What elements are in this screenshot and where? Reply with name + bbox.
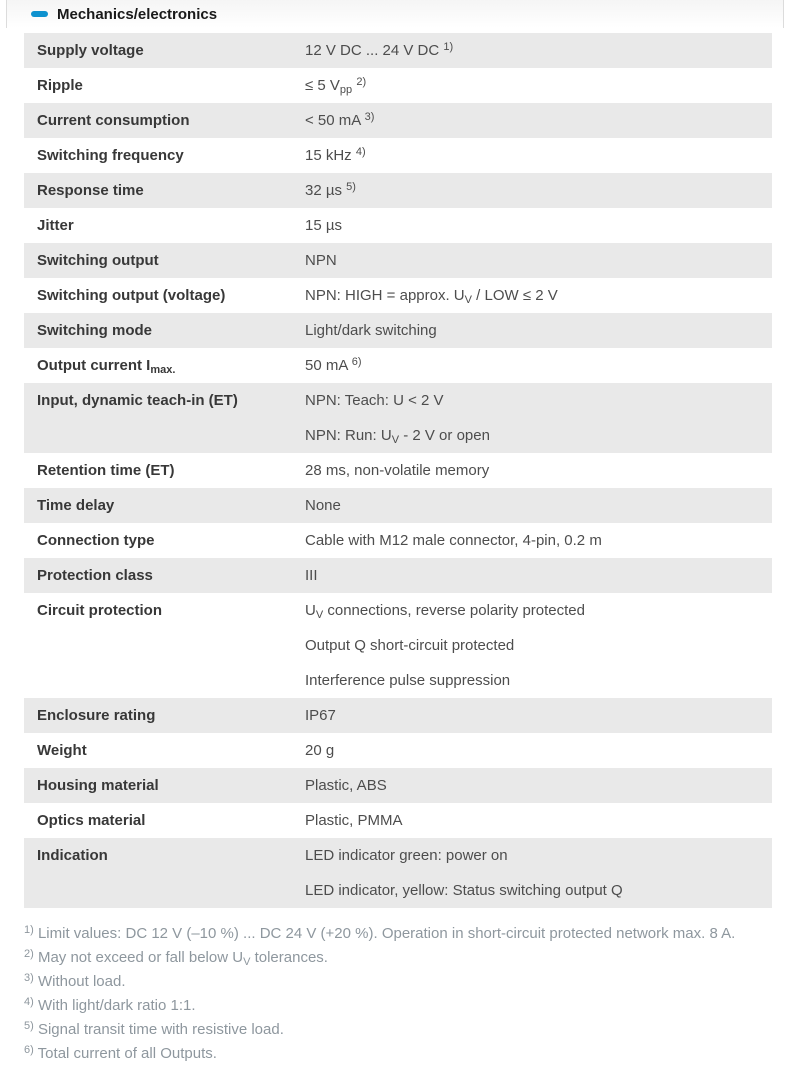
footnote-marker: 4) (24, 995, 34, 1008)
row-label: Response time (37, 182, 144, 199)
table-row (24, 453, 772, 488)
value-line: ≤ 5 $V_{pp}$ $^{2)}$ (305, 75, 367, 97)
row-label: Indication (37, 847, 108, 864)
table-row (24, 208, 772, 243)
row-label: Weight (37, 742, 87, 759)
row-label: Current consumption (37, 112, 190, 129)
value-line: NPN (305, 252, 337, 269)
row-value (305, 39, 772, 62)
row-value (305, 844, 772, 902)
table-row (24, 768, 772, 803)
table-row (24, 558, 772, 593)
row-label: Switching output (37, 252, 159, 269)
row-label: Circuit protection (37, 602, 163, 619)
footnote-marker: 5) (24, 1019, 34, 1032)
value-line: None (305, 497, 341, 514)
value-line: Plastic, PMMA (305, 812, 403, 829)
row-label: Jitter (37, 217, 74, 234)
value-line: 15 µs (305, 217, 342, 234)
row-value (305, 459, 772, 482)
row-label: Ripple (37, 77, 83, 94)
row-value (305, 354, 772, 377)
row-label: Switching frequency (37, 147, 184, 164)
row-value (305, 284, 772, 307)
value-line: NPN: HIGH = approx. $U_V$ / LOW ≤ 2 V (305, 287, 558, 307)
section-title: Mechanics/electronics (57, 5, 218, 23)
footnote-marker: 2) (24, 947, 34, 960)
row-value (305, 704, 772, 727)
table-row (24, 278, 772, 313)
table-row (24, 348, 772, 383)
row-value (305, 319, 772, 342)
footnote: $^{3)}$ Without load. (24, 971, 126, 990)
row-value (305, 529, 772, 552)
value-line: Light/dark switching (305, 322, 437, 339)
table-row (24, 243, 772, 278)
value-line: 20 g (305, 742, 335, 759)
collapse-minus-icon[interactable] (31, 11, 48, 17)
footnote-marker: 3) (24, 971, 34, 984)
row-label: Switching output (voltage) (37, 287, 226, 304)
row-value (305, 249, 772, 272)
row-value (305, 739, 772, 762)
table-row (24, 803, 772, 838)
value-line: III (305, 567, 318, 584)
row-label: Connection type (37, 532, 155, 549)
table-row (24, 383, 772, 453)
value-line: LED indicator green: power on (305, 847, 508, 864)
value-line: NPN: Run: $U_V - 2$ V or open (305, 427, 490, 447)
footnote: $^{2)}$ May not exceed or fall below $U_V$ tolerances. (24, 947, 328, 969)
row-value (305, 809, 772, 832)
row-label: Output current $I_{max.}$ (37, 357, 176, 377)
value-line: NPN: Teach: U < 2 V (305, 392, 444, 409)
row-value (305, 144, 772, 167)
value-line: 15 kHz $^{4)}$ (305, 145, 366, 164)
footnote: $^{4)}$ With light/dark ratio 1:1. (24, 995, 196, 1014)
value-line: IP67 (305, 707, 336, 724)
footnotes (24, 923, 772, 1064)
row-value (305, 389, 772, 447)
table-row (24, 838, 772, 908)
row-value (305, 179, 772, 202)
row-label: Housing material (37, 777, 159, 794)
section-header-mechanics-electronics[interactable] (6, 0, 784, 28)
value-line: LED indicator, yellow: Status switching output Q (305, 882, 623, 899)
footnote: $^{5)}$ Signal transit time with resistive load. (24, 1019, 284, 1038)
table-row (24, 33, 772, 68)
row-label: Input, dynamic teach-in (ET) (37, 392, 238, 409)
value-line: Interference pulse suppression (305, 672, 511, 689)
row-value (305, 74, 772, 97)
row-value (305, 214, 772, 237)
value-line: Plastic, ABS (305, 777, 387, 794)
table-row (24, 138, 772, 173)
table-row (24, 173, 772, 208)
table-row (24, 103, 772, 138)
table-row (24, 488, 772, 523)
footnote: $^{6)}$ Total current of all Outputs. (24, 1043, 217, 1062)
table-row (24, 733, 772, 768)
value-line: Output Q short-circuit protected (305, 637, 515, 654)
row-label: Protection class (37, 567, 153, 584)
footnote: $^{1)}$ Limit values: DC 12 V (–10 %) ... DC 24 V (+20 %). Operation in short-circuit protected network max. 8 A. (24, 923, 736, 942)
row-value (305, 774, 772, 797)
table-row (24, 593, 772, 698)
row-label: Switching mode (37, 322, 153, 339)
value-line: < 50 mA $^{3)}$ (305, 110, 375, 129)
row-label: Retention time (ET) (37, 462, 175, 479)
row-label: Supply voltage (37, 42, 144, 59)
spec-table (24, 33, 772, 908)
footnote-marker: 1) (24, 923, 34, 936)
value-line: $U_V$ connections, reverse polarity protected (305, 602, 585, 622)
value-line: 28 ms, non-volatile memory (305, 462, 490, 479)
value-line: 50 mA $^{6)}$ (305, 355, 362, 374)
row-value (305, 494, 772, 517)
table-row (24, 523, 772, 558)
table-row (24, 313, 772, 348)
row-label: Enclosure rating (37, 707, 156, 724)
footnote-marker: 6) (24, 1043, 34, 1056)
row-value (305, 109, 772, 132)
table-row (24, 68, 772, 103)
row-label: Time delay (37, 497, 115, 514)
value-line: 32 µs $^{5)}$ (305, 180, 356, 199)
table-row (24, 698, 772, 733)
value-line: 12 V DC ... 24 V DC $^{1)}$ (305, 40, 454, 59)
row-label: Optics material (37, 812, 146, 829)
row-value (305, 599, 772, 692)
row-value (305, 564, 772, 587)
value-line: Cable with M12 male connector, 4-pin, 0.2 m (305, 532, 602, 549)
